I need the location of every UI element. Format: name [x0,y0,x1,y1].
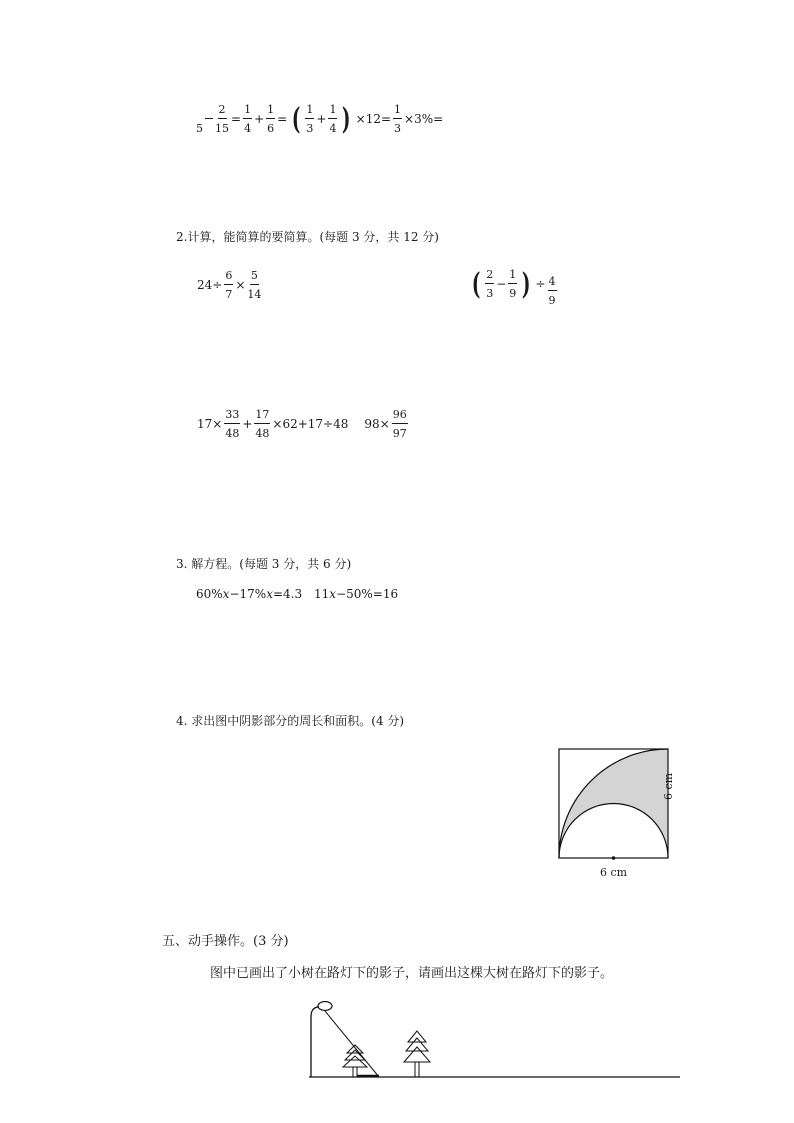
fraction: $\frac{4}{9}$ [548,275,556,307]
equals-sign: = [277,112,288,126]
right-paren: ) [342,101,351,137]
fraction: $\frac{96}{97}$ [392,408,407,440]
streetlight-figure [300,995,690,1085]
problem-4-lead: 98× [364,417,390,431]
problem-1 [196,270,262,300]
big-tree-icon [404,1031,430,1077]
fraction: $\frac{33}{48}$ [225,408,240,440]
left-paren: ( [292,101,301,137]
plus-sign: + [254,112,265,126]
fraction: $\frac{2}{15}$ [215,103,229,135]
equation-1: 60%x−17%x=4.3 [196,587,303,601]
bottom-length-label: 6 cm [600,866,628,879]
section2-heading: 2.计算，能简算的要简算。(每题 3 分，共 12 分) [176,230,439,244]
section4-heading: 4. 求出图中阴影部分的周长和面积。(4 分) [176,714,405,728]
plus-sign: + [242,417,253,431]
fraction: $\frac{5}{14}$ [247,269,262,301]
fraction: $\frac{6}{7}$ [225,269,233,301]
fraction: $\frac{1}{4}$ [329,103,337,135]
problem-2 [468,262,558,306]
fraction [205,104,213,134]
side-length-label: 6 cm [662,772,675,800]
times-percent: ×3%= [404,112,444,126]
fraction: $\frac{1}{3}$ [394,103,402,135]
fill-in-row [194,101,444,137]
fraction: 5 [196,122,203,135]
small-tree-icon [343,1045,367,1077]
times-twelve: ×12= [355,112,392,126]
fraction: $\frac{2}{3}$ [486,268,494,300]
fraction: $\frac{1}{9}$ [509,268,517,300]
equation-2: 11x−50%=16 [314,587,399,601]
times-sign: × [235,278,246,292]
problem-lead: 17× [197,417,223,431]
lamp-icon [318,1002,332,1011]
left-paren: ( [471,266,481,302]
section5-heading: 五、动手操作。(3 分) [162,934,289,949]
fraction: $\frac{1}{3}$ [306,103,314,135]
section3-heading: 3. 解方程。(每题 3 分，共 6 分) [176,557,352,571]
fraction: $\frac{1}{4}$ [244,103,252,135]
problem-lead: 24÷ [197,278,223,292]
equals-sign: = [231,112,242,126]
problem-3 [196,409,409,439]
section5-instruction: 图中已画出了小树在路灯下的影子，请画出这棵大树在路灯下的影子。 [210,966,614,981]
divide-sign: ÷ [535,277,546,291]
center-dot [612,856,616,860]
right-paren: ) [522,266,531,302]
shaded-region-figure [550,740,690,880]
fraction: $\frac{1}{6}$ [267,103,275,135]
lamp-post [311,1007,319,1077]
minus-sign: − [496,277,507,291]
problem-tail: ×62+17÷48 [272,417,349,431]
fraction: $\frac{17}{48}$ [255,408,270,440]
plus-sign: + [316,112,327,126]
